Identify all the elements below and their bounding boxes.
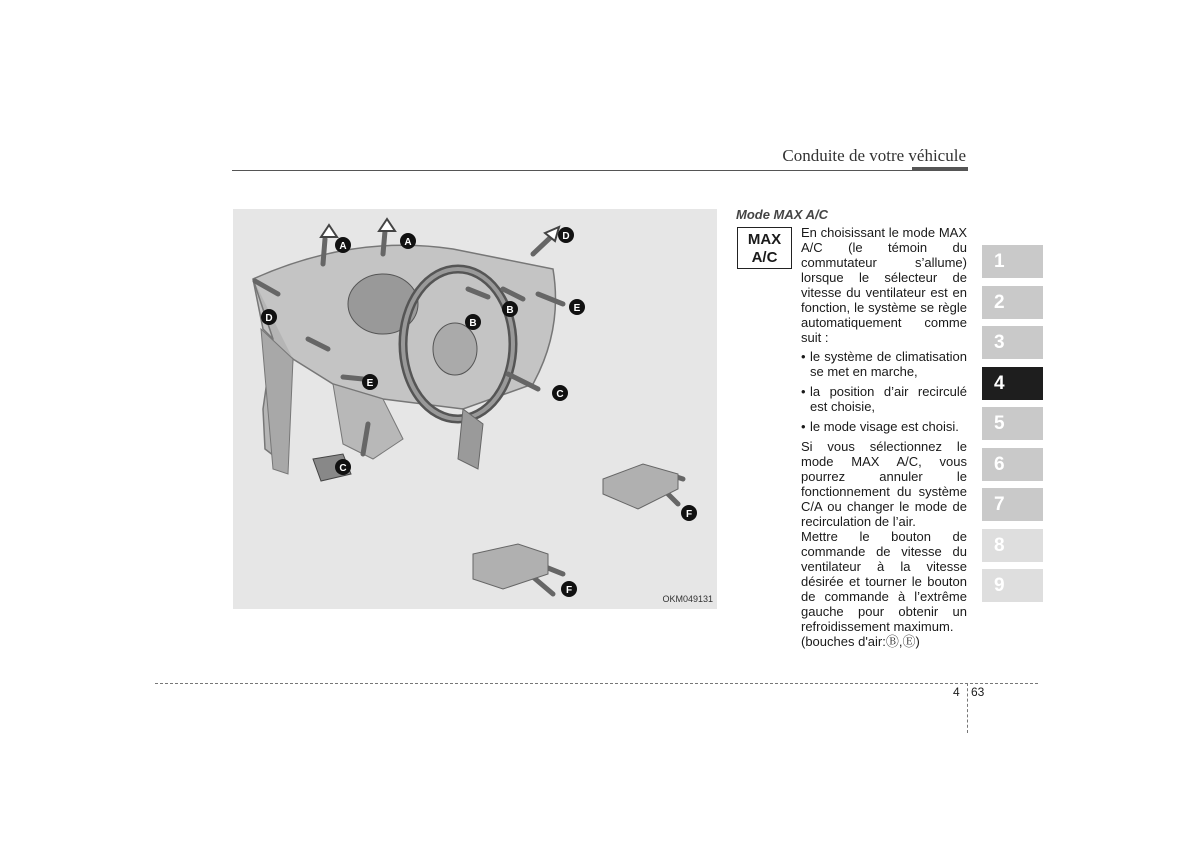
chapter-tab-3[interactable]: 3: [982, 326, 1043, 359]
svg-text:C: C: [556, 389, 564, 400]
svg-text:F: F: [685, 509, 693, 520]
vents-note: (bouches d'air:Ⓑ,Ⓔ): [801, 634, 920, 649]
max-ac-label-line1: MAX: [747, 231, 782, 248]
chapter-tab-1[interactable]: 1: [982, 245, 1043, 278]
svg-text:D: D: [265, 313, 273, 324]
label-b-1: [465, 314, 481, 330]
chapter-tab-6[interactable]: 6: [982, 448, 1043, 481]
label-e-2: [362, 374, 378, 390]
svg-text:F: F: [565, 585, 573, 596]
label-b-2: [502, 301, 518, 317]
footer-divider: [967, 683, 968, 733]
section-body: [801, 225, 967, 649]
svg-text:A: A: [404, 237, 412, 248]
chapter-tab-4[interactable]: 4: [982, 367, 1043, 400]
page-chapter-number: 4: [953, 685, 960, 699]
running-header: Conduite de votre véhicule: [782, 146, 966, 165]
dashboard-illustration: [233, 209, 717, 609]
settings-list: [801, 349, 967, 434]
label-d-2: [261, 309, 277, 325]
vent-labels: [233, 209, 717, 609]
chapter-tab-7[interactable]: 7: [982, 488, 1043, 521]
label-f-2: [561, 581, 577, 597]
chapter-tabs: [982, 245, 1043, 610]
max-ac-label-line2: A/C: [751, 249, 778, 266]
svg-text:B: B: [469, 318, 477, 329]
header-rule-accent: [912, 167, 968, 171]
svg-text:E: E: [366, 378, 374, 389]
section-title: Mode MAX A/C: [736, 207, 828, 222]
svg-text:D: D: [562, 231, 570, 242]
svg-text:E: E: [573, 303, 581, 314]
chapter-tab-9[interactable]: 9: [982, 569, 1043, 602]
label-a-2: [400, 233, 416, 249]
chapter-tab-8[interactable]: 8: [982, 529, 1043, 562]
intro-paragraph: En choisissant le mode MAX A/C (le témoin du commutateur s’allume) lorsque le sélecteur de vitesse du ventilateur est en fonction, le système se règle automatiquement comme suit :: [801, 225, 967, 345]
chapter-tab-2[interactable]: 2: [982, 286, 1043, 319]
list-item: • le système de climatisation se met en marche,: [801, 349, 967, 379]
svg-text:B: B: [506, 305, 514, 316]
cancel-paragraph: Si vous sélectionnez le mode MAX A/C, vous pourrez annuler le fonctionnement du système C/A ou changer le mode de recirculation de l’air.: [801, 439, 967, 529]
chapter-tab-5[interactable]: 5: [982, 407, 1043, 440]
label-a-1: [335, 237, 351, 253]
label-d-1: [558, 227, 574, 243]
page-number: 63: [971, 685, 985, 699]
max-ac-button-icon: [737, 227, 792, 269]
label-c-1: [552, 385, 568, 401]
figure-code: OKM049131: [662, 594, 713, 604]
footer-rule: [155, 683, 1038, 684]
svg-text:A: A: [339, 241, 347, 252]
header-rule: [232, 170, 912, 171]
list-item: • la position d’air recirculé est choisie,: [801, 384, 967, 414]
label-e-1: [569, 299, 585, 315]
svg-text:C: C: [339, 463, 347, 474]
label-c-2: [335, 459, 351, 475]
label-f-1: [681, 505, 697, 521]
list-item: • le mode visage est choisi.: [801, 419, 967, 434]
fan-paragraph: Mettre le bouton de commande de vitesse du ventilateur à la vitesse désirée et tourner le bouton de commande à l’extrême gauche pour obtenir un refroidissement maximum.: [801, 529, 967, 634]
